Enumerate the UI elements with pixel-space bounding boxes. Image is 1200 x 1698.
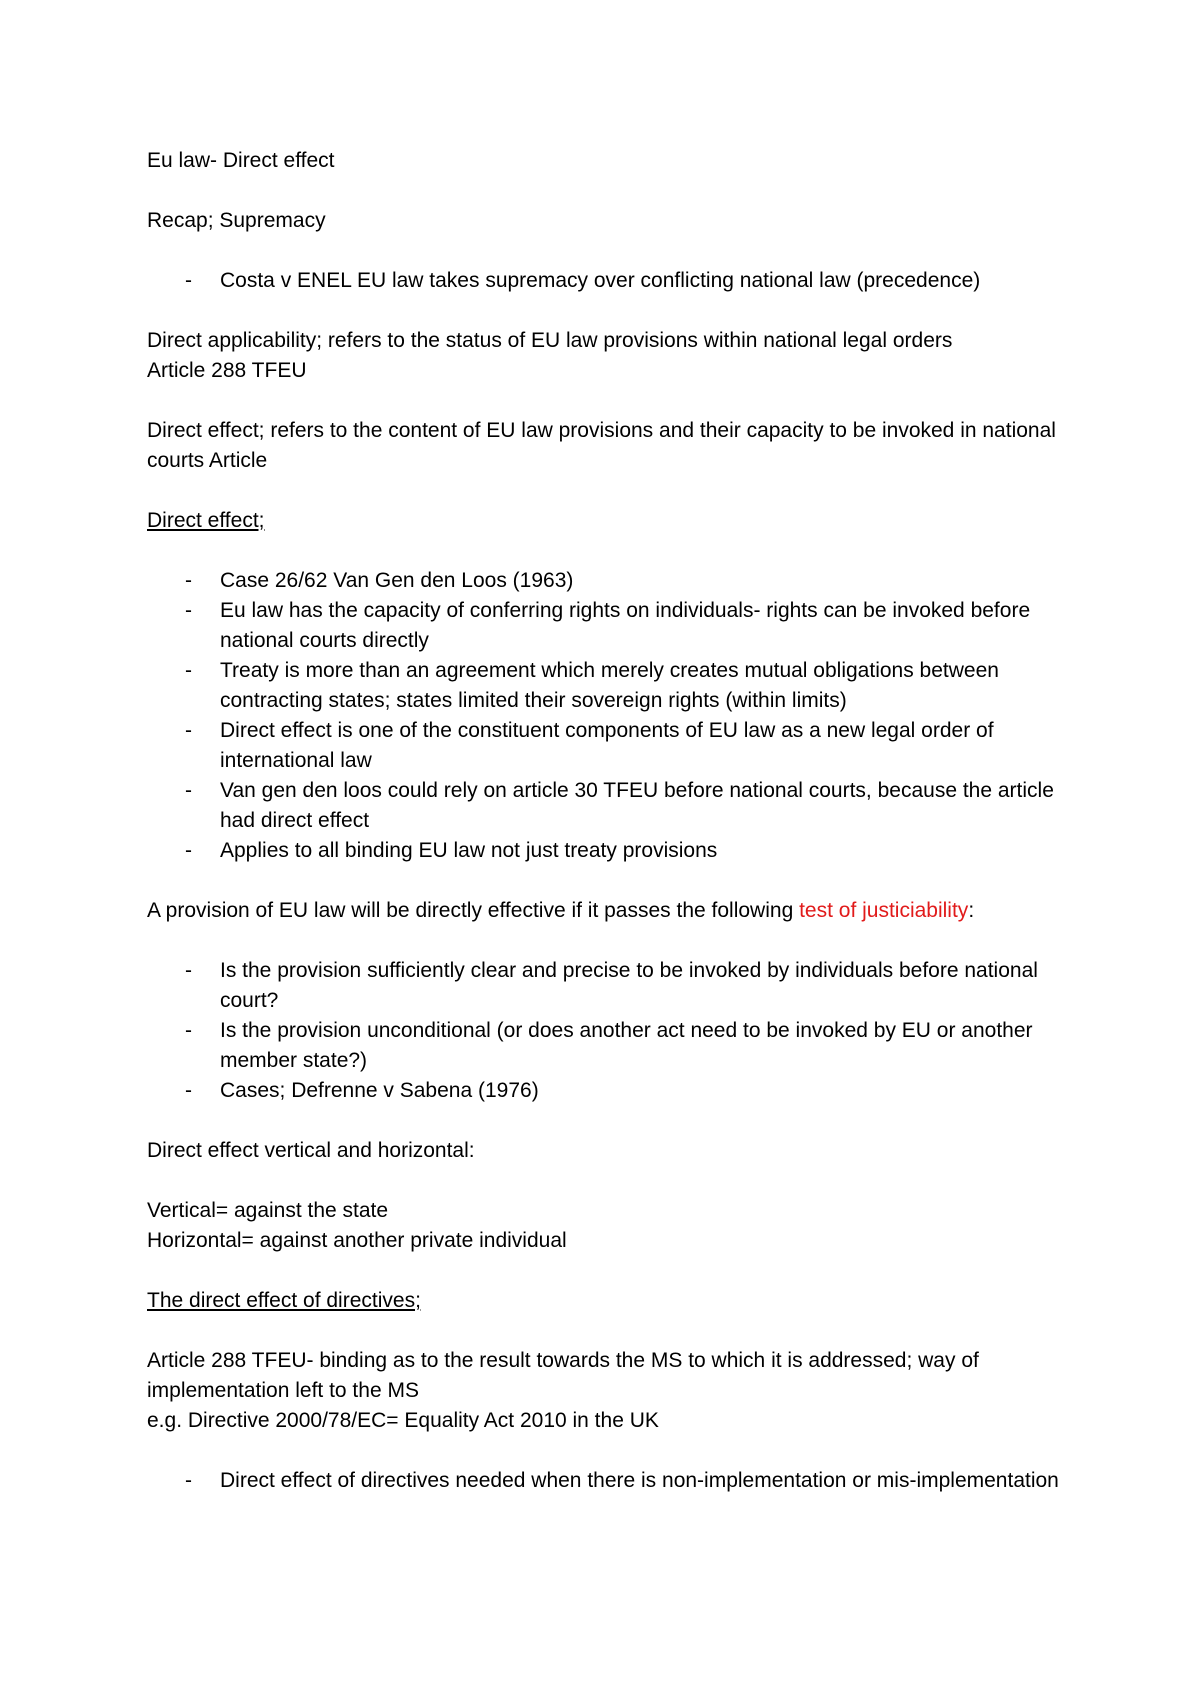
article-288-paragraph: Article 288 TFEU- binding as to the result towards the MS to which it is addressed; way of implementation left to the MS [147,1349,979,1402]
dash-marker: - [185,659,192,682]
directives-list [147,1466,1077,1496]
list-item: - Is the provision unconditional (or does another act need to be invoked by EU or another member state?) [147,1016,1077,1076]
dash-marker: - [185,269,192,292]
dash-marker: - [185,599,192,622]
dash-marker: - [185,569,192,592]
dash-marker: - [185,1079,192,1102]
recap-list [147,266,1077,296]
recap-heading: Recap; Supremacy [147,209,326,232]
list-item: - Case 26/62 Van Gen den Loos (1963) [147,566,1077,596]
direct-effect-heading: Direct effect; [147,509,265,532]
justiciability-sentence: A provision of EU law will be directly effective if it passes the following test of justiciability: [147,899,975,922]
direct-applicability-line: Direct applicability; refers to the status of EU law provisions within national legal orders [147,329,953,352]
list-item: - Costa v ENEL EU law takes supremacy over conflicting national law (precedence) [147,266,1077,296]
list-item: - Eu law has the capacity of conferring rights on individuals- rights can be invoked before national courts directly [147,596,1077,656]
direct-effect-list [147,566,1077,866]
example-line: e.g. Directive 2000/78/EC= Equality Act 2010 in the UK [147,1409,659,1432]
dash-marker: - [185,779,192,802]
list-item: - Is the provision sufficiently clear and precise to be invoked by individuals before national court? [147,956,1077,1016]
article-reference: Article 288 TFEU [147,359,307,382]
horizontal-definition: Horizontal= against another private individual [147,1229,567,1252]
dash-marker: - [185,839,192,862]
directives-heading: The direct effect of directives; [147,1289,421,1312]
list-item: - Treaty is more than an agreement which merely creates mutual obligations between contracting states; states limited their sovereign rights (within limits) [147,656,1077,716]
dash-marker: - [185,1469,192,1492]
justiciability-highlight: test of justiciability [799,899,969,922]
list-item: - Cases; Defrenne v Sabena (1976) [147,1076,1077,1106]
dash-marker: - [185,719,192,742]
dash-marker: - [185,1019,192,1042]
list-item: - Direct effect is one of the constituent components of EU law as a new legal order of international law [147,716,1077,776]
list-item: - Van gen den loos could rely on article 30 TFEU before national courts, because the article had direct effect [147,776,1077,836]
list-item: - Direct effect of directives needed when there is non-implementation or mis-implementation [147,1466,1077,1496]
dash-marker: - [185,959,192,982]
list-item: - Applies to all binding EU law not just treaty provisions [147,836,1077,866]
document-page [147,146,1077,1496]
document-title: Eu law- Direct effect [147,149,335,172]
justiciability-list [147,956,1077,1106]
vertical-definition: Vertical= against the state [147,1199,389,1222]
vertical-horizontal-heading: Direct effect vertical and horizontal: [147,1139,475,1162]
direct-effect-definition: Direct effect; refers to the content of EU law provisions and their capacity to be invoked in national courts Article [147,419,1056,472]
